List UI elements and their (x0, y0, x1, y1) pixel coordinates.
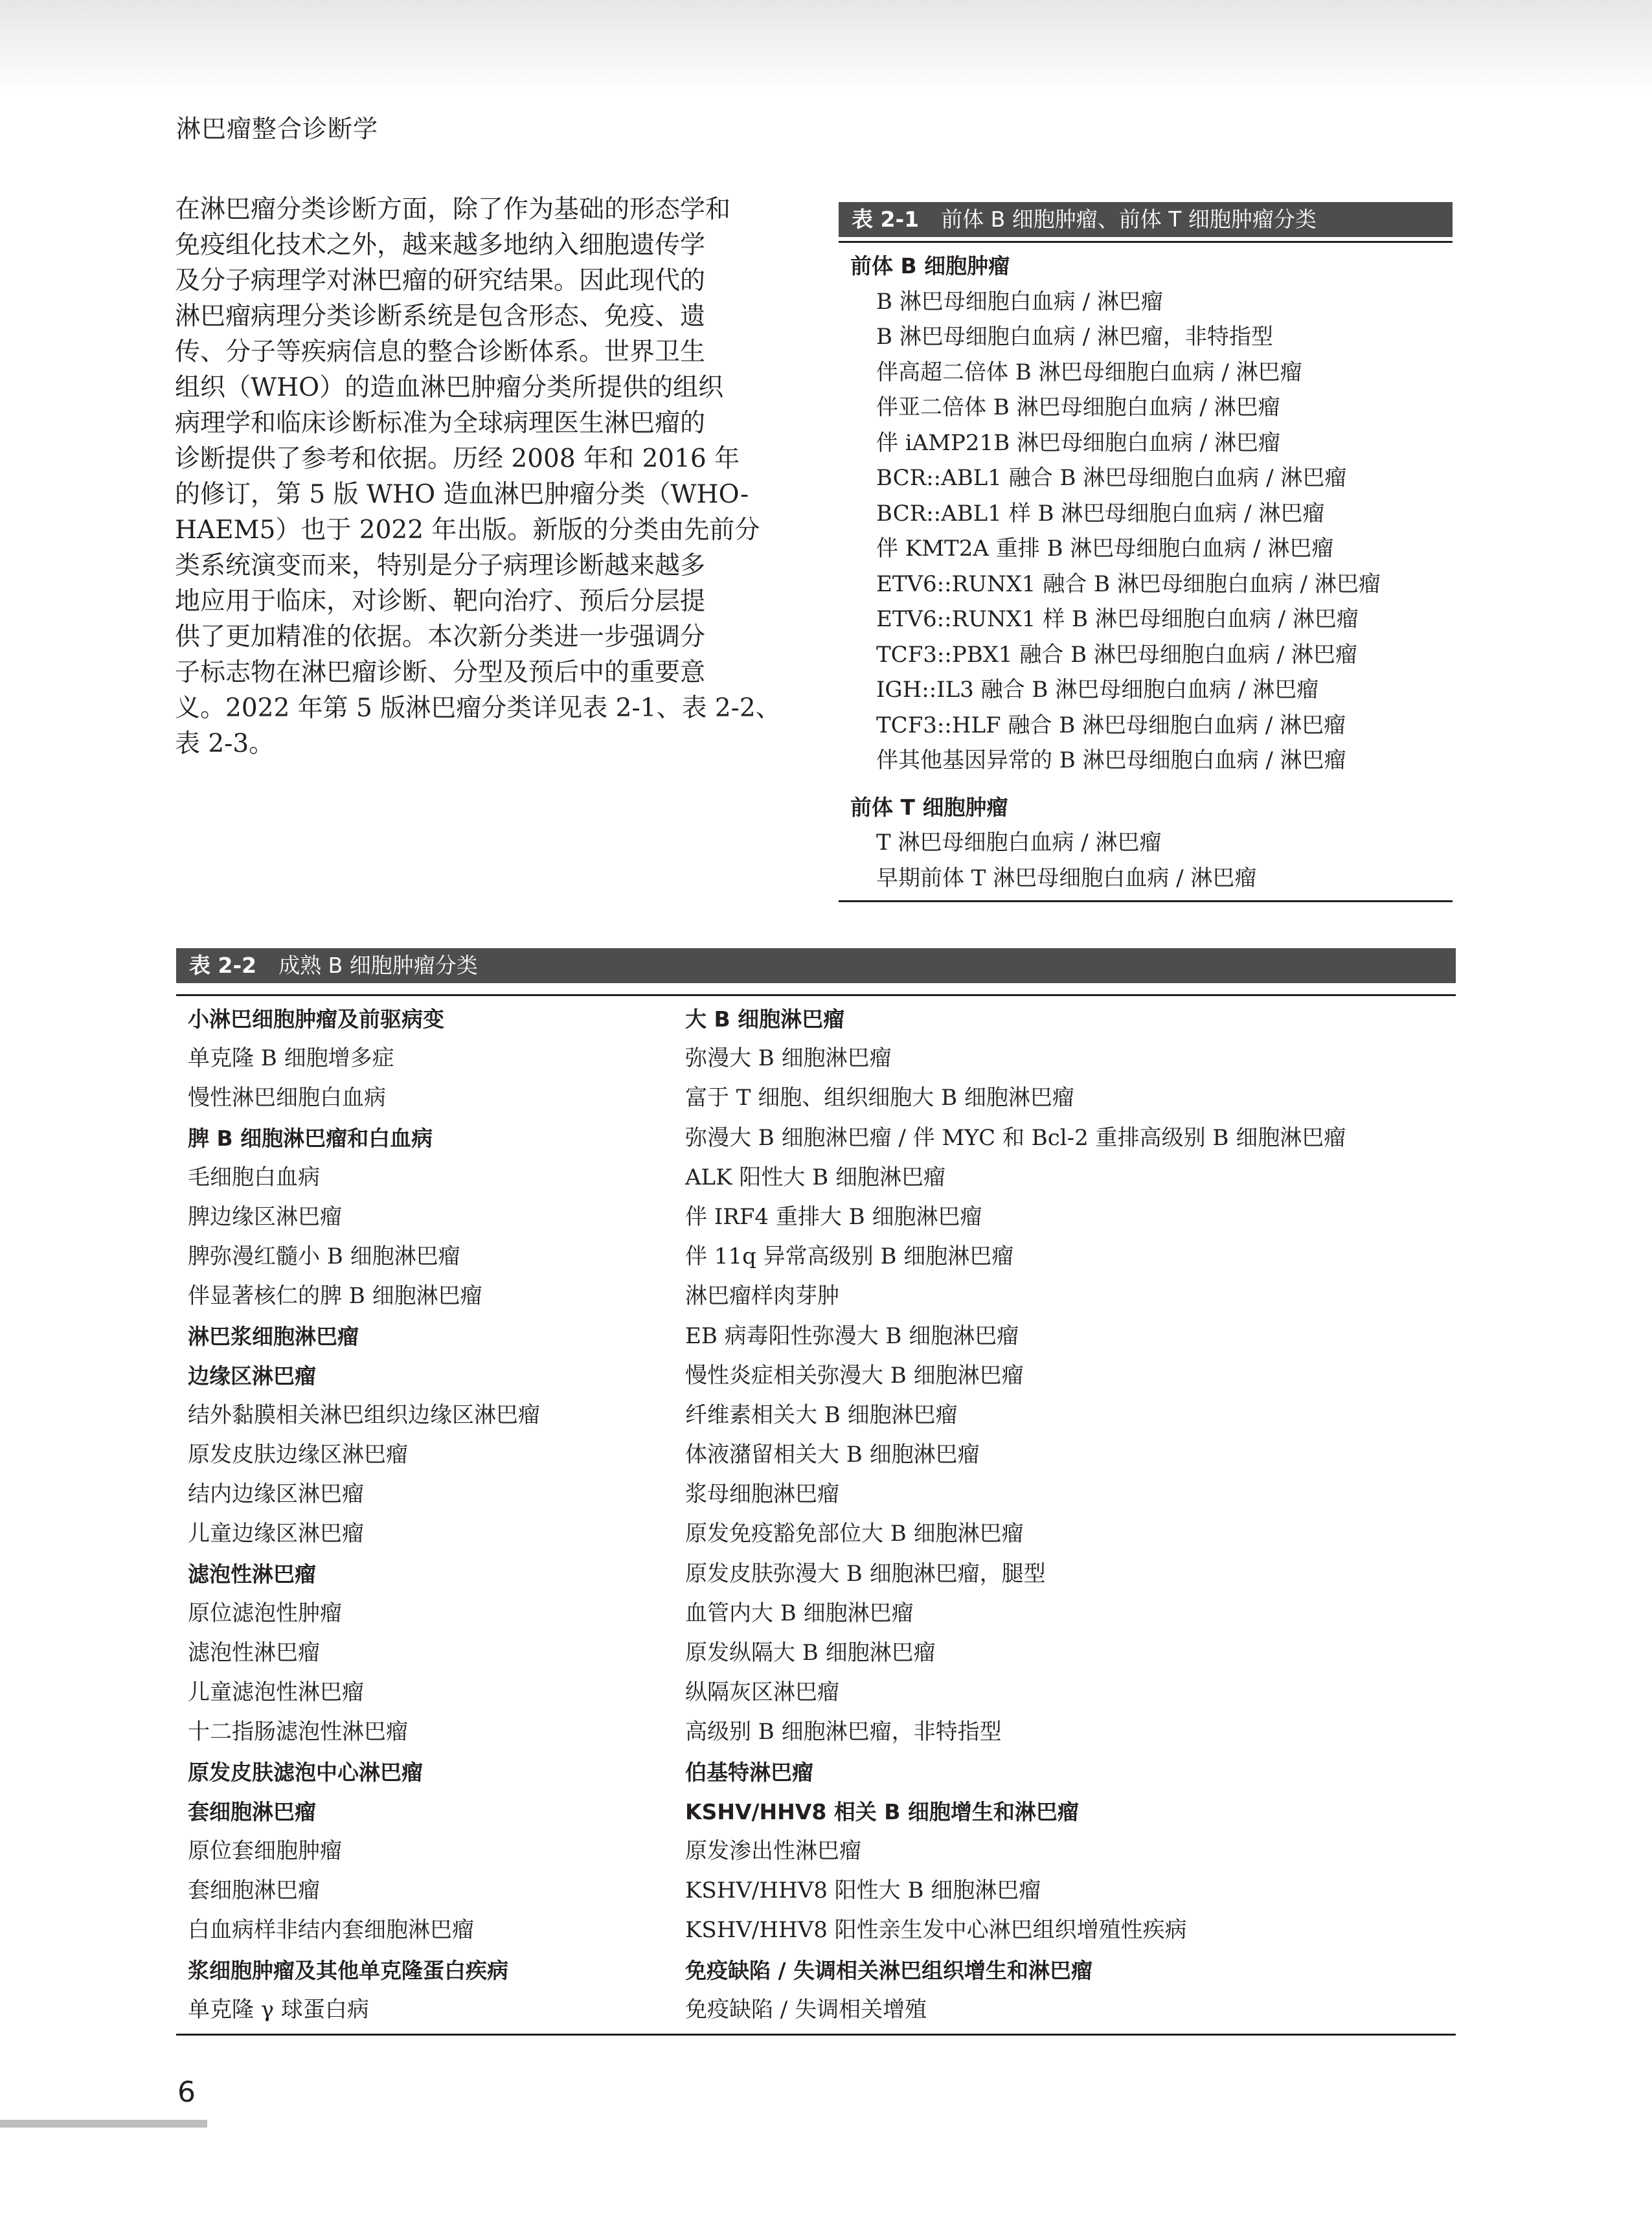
body-line: 义。2022 年第 5 版淋巴瘤分类详见表 2-1、表 2-2、 (175, 694, 781, 723)
table-2-1-item: ETV6::RUNX1 样 B 淋巴母细胞白血病 / 淋巴瘤 (876, 606, 1359, 632)
header-band (0, 0, 1652, 91)
table-2-1-item: 早期前体 T 淋巴母细胞白血病 / 淋巴瘤 (876, 865, 1257, 891)
body-line: 在淋巴瘤分类诊断方面，除了作为基础的形态学和 (175, 195, 731, 224)
table-2-2-category-heading: 原发皮肤滤泡中心淋巴瘤 (188, 1759, 423, 1785)
table-2-2-entry: 结内边缘区淋巴瘤 (188, 1481, 364, 1508)
table-2-2-entry: 富于 T 细胞、组织细胞大 B 细胞淋巴瘤 (685, 1085, 1074, 1111)
table-2-1-item: B 淋巴母细胞白血病 / 淋巴瘤 (876, 288, 1163, 315)
table-2-2-entry: 慢性炎症相关弥漫大 B 细胞淋巴瘤 (685, 1362, 1024, 1389)
body-line: 传、分子等疾病信息的整合诊断体系。世界卫生 (175, 337, 706, 367)
table-2-2-category-heading: 淋巴浆细胞淋巴瘤 (188, 1323, 359, 1349)
table-2-1-body (839, 249, 1453, 896)
table-2-2-category-heading: 滤泡性淋巴瘤 (188, 1561, 316, 1587)
table-2-2-entry: 脾边缘区淋巴瘤 (188, 1203, 342, 1230)
table-2-1-item: TCF3::PBX1 融合 B 淋巴母细胞白血病 / 淋巴瘤 (876, 641, 1358, 668)
table-2-2-entry: 伴显著核仁的脾 B 细胞淋巴瘤 (188, 1283, 482, 1310)
table-2-2-number: 表 2-2 (189, 953, 257, 978)
body-line: 表 2-3。 (175, 729, 275, 758)
table-2-1-item: IGH::IL3 融合 B 淋巴母细胞白血病 / 淋巴瘤 (876, 677, 1319, 703)
table-2-2-entry: 儿童边缘区淋巴瘤 (188, 1521, 364, 1547)
table-2-2-entry: KSHV/HHV8 阳性大 B 细胞淋巴瘤 (685, 1878, 1041, 1904)
table-2-2-entry: 免疫缺陷 / 失调相关增殖 (685, 1996, 927, 2023)
body-line: 供了更加精准的依据。本次新分类进一步强调分 (175, 622, 706, 652)
table-2-2-category-heading: 小淋巴细胞肿瘤及前驱病变 (188, 1006, 444, 1032)
table-2-1-item: 伴高超二倍体 B 淋巴母细胞白血病 / 淋巴瘤 (876, 359, 1302, 385)
table-2-2-entry: 单克隆 γ 球蛋白病 (188, 1996, 369, 2023)
table-2-1-number: 表 2-1 (852, 207, 920, 232)
table-2-2-entry: 伴 IRF4 重排大 B 细胞淋巴瘤 (685, 1203, 982, 1230)
table-2-2-entry: EB 病毒阳性弥漫大 B 细胞淋巴瘤 (685, 1323, 1019, 1349)
table-2-1-item: BCR::ABL1 样 B 淋巴母细胞白血病 / 淋巴瘤 (876, 500, 1325, 527)
body-paragraph (175, 192, 789, 762)
table-2-2-entry: ALK 阳性大 B 细胞淋巴瘤 (685, 1164, 945, 1190)
table-2-2-category-heading: 套细胞淋巴瘤 (188, 1799, 316, 1824)
table-2-2-entry: 慢性淋巴细胞白血病 (188, 1085, 386, 1111)
body-line: 地应用于临床，对诊断、靶向治疗、预后分层提 (175, 587, 706, 616)
table-2-2-entry: 毛细胞白血病 (188, 1164, 320, 1190)
table-2-2-bottom-rule (176, 2034, 1456, 2036)
table-2-2-entry: 原位套细胞肿瘤 (188, 1837, 342, 1864)
table-2-2-entry: 高级别 B 细胞淋巴瘤，非特指型 (685, 1719, 1002, 1745)
body-line: 类系统演变而来，特别是分子病理诊断越来越多 (175, 551, 706, 580)
body-line: HAEM5）也于 2022 年出版。新版的分类由先前分 (175, 516, 760, 545)
table-2-2-left-column (188, 999, 667, 2030)
table-2-1-item: TCF3::HLF 融合 B 淋巴母细胞白血病 / 淋巴瘤 (876, 712, 1346, 738)
table-2-2-entry: 结外黏膜相关淋巴组织边缘区淋巴瘤 (188, 1402, 540, 1428)
table-2-2-entry: 弥漫大 B 细胞淋巴瘤 / 伴 MYC 和 Bcl-2 重排高级别 B 细胞淋巴瘤 (685, 1124, 1346, 1151)
table-2-2-entry: 脾弥漫红髓小 B 细胞淋巴瘤 (188, 1244, 460, 1270)
body-line: 组织（WHO）的造血淋巴肿瘤分类所提供的组织 (175, 373, 724, 402)
table-2-1-item: B 淋巴母细胞白血病 / 淋巴瘤，非特指型 (876, 324, 1273, 350)
table-2-2-category-heading: 浆细胞肿瘤及其他单克隆蛋白疾病 (188, 1957, 508, 1983)
table-2-2-entry: 浆母细胞淋巴瘤 (685, 1481, 839, 1508)
table-2-2-entry: 十二指肠滤泡性淋巴瘤 (188, 1719, 408, 1745)
table-2-1-item: T 淋巴母细胞白血病 / 淋巴瘤 (876, 830, 1162, 856)
table-2-2-entry: 纤维素相关大 B 细胞淋巴瘤 (685, 1402, 958, 1428)
table-2-2-entry: 伴 11q 异常高级别 B 细胞淋巴瘤 (685, 1244, 1014, 1270)
table-2-2-category-heading: 免疫缺陷 / 失调相关淋巴组织增生和淋巴瘤 (685, 1957, 1093, 1983)
table-2-2-entry: 单克隆 B 细胞增多症 (188, 1045, 394, 1072)
table-2-2-entry: 原发免疫豁免部位大 B 细胞淋巴瘤 (685, 1521, 1024, 1547)
body-line: 淋巴瘤病理分类诊断系统是包含形态、免疫、遗 (175, 302, 706, 331)
body-line: 及分子病理学对淋巴瘤的研究结果。因此现代的 (175, 266, 706, 295)
table-2-2-entry: 原发皮肤边缘区淋巴瘤 (188, 1442, 408, 1468)
table-2-1-item: ETV6::RUNX1 融合 B 淋巴母细胞白血病 / 淋巴瘤 (876, 571, 1381, 597)
table-2-2-top-rule (176, 994, 1456, 996)
body-line: 病理学和临床诊断标准为全球病理医生淋巴瘤的 (175, 409, 706, 438)
footer-bar (0, 2120, 207, 2128)
table-2-1-title: 前体 B 细胞肿瘤、前体 T 细胞肿瘤分类 (941, 207, 1317, 232)
running-head: 淋巴瘤整合诊断学 (176, 115, 379, 143)
table-2-2-category-heading: 伯基特淋巴瘤 (685, 1759, 813, 1785)
table-2-2-entry: 原发皮肤弥漫大 B 细胞淋巴瘤，腿型 (685, 1560, 1046, 1587)
body-line: 诊断提供了参考和依据。历经 2008 年和 2016 年 (175, 444, 740, 473)
table-2-2-entry: 滤泡性淋巴瘤 (188, 1640, 320, 1666)
table-2-2-category-heading: 大 B 细胞淋巴瘤 (685, 1006, 845, 1032)
page-number: 6 (177, 2076, 196, 2109)
table-2-2-entry: KSHV/HHV8 阳性亲生发中心淋巴组织增殖性疾病 (685, 1917, 1187, 1944)
table-2-1-item: 伴 iAMP21B 淋巴母细胞白血病 / 淋巴瘤 (876, 429, 1281, 456)
table-2-2-entry: 儿童滤泡性淋巴瘤 (188, 1679, 364, 1706)
table-2-2-entry: 淋巴瘤样肉芽肿 (685, 1283, 839, 1310)
table-2-2-entry: 体液潴留相关大 B 细胞淋巴瘤 (685, 1442, 980, 1468)
table-2-2-entry: 套细胞淋巴瘤 (188, 1878, 320, 1904)
table-2-2-category-heading: 脾 B 细胞淋巴瘤和白血病 (188, 1125, 433, 1151)
body-line: 子标志物在淋巴瘤诊断、分型及预后中的重要意 (175, 658, 706, 687)
table-2-2-category-heading: KSHV/HHV8 相关 B 细胞增生和淋巴瘤 (685, 1799, 1079, 1824)
table-2-2-right-column (685, 999, 1456, 2030)
table-2-1-item: 伴其他基因异常的 B 淋巴母细胞白血病 / 淋巴瘤 (876, 747, 1346, 773)
table-2-2-caption (176, 948, 1456, 983)
table-2-2-category-heading: 边缘区淋巴瘤 (188, 1363, 316, 1389)
table-2-2-entry: 原位滤泡性肿瘤 (188, 1600, 342, 1626)
table-2-1-item: 伴亚二倍体 B 淋巴母细胞白血病 / 淋巴瘤 (876, 394, 1280, 420)
table-2-1-section-heading: 前体 B 细胞肿瘤 (850, 253, 1010, 278)
table-2-1-bottom-rule (839, 900, 1453, 902)
body-line: 免疫组化技术之外，越来越多地纳入细胞遗传学 (175, 231, 706, 260)
table-2-2-entry: 原发纵隔大 B 细胞淋巴瘤 (685, 1640, 936, 1666)
table-2-1-top-rule (839, 241, 1453, 243)
table-2-2-entry: 血管内大 B 细胞淋巴瘤 (685, 1600, 914, 1626)
table-2-2-entry: 原发渗出性淋巴瘤 (685, 1837, 861, 1864)
table-2-2-entry: 白血病样非结内套细胞淋巴瘤 (188, 1917, 474, 1944)
body-line: 的修订，第 5 版 WHO 造血淋巴肿瘤分类（WHO- (175, 480, 749, 509)
table-2-2-entry: 弥漫大 B 细胞淋巴瘤 (685, 1045, 892, 1072)
table-2-1-caption (839, 202, 1453, 237)
table-2-1-section-heading: 前体 T 细胞肿瘤 (850, 794, 1008, 820)
table-2-1-spacer (839, 778, 1453, 790)
table-2-1-item: BCR::ABL1 融合 B 淋巴母细胞白血病 / 淋巴瘤 (876, 465, 1347, 491)
table-2-2-title: 成熟 B 细胞肿瘤分类 (278, 953, 478, 978)
table-2-1-item: 伴 KMT2A 重排 B 淋巴母细胞白血病 / 淋巴瘤 (876, 536, 1334, 562)
table-2-2-entry: 纵隔灰区淋巴瘤 (685, 1679, 839, 1706)
